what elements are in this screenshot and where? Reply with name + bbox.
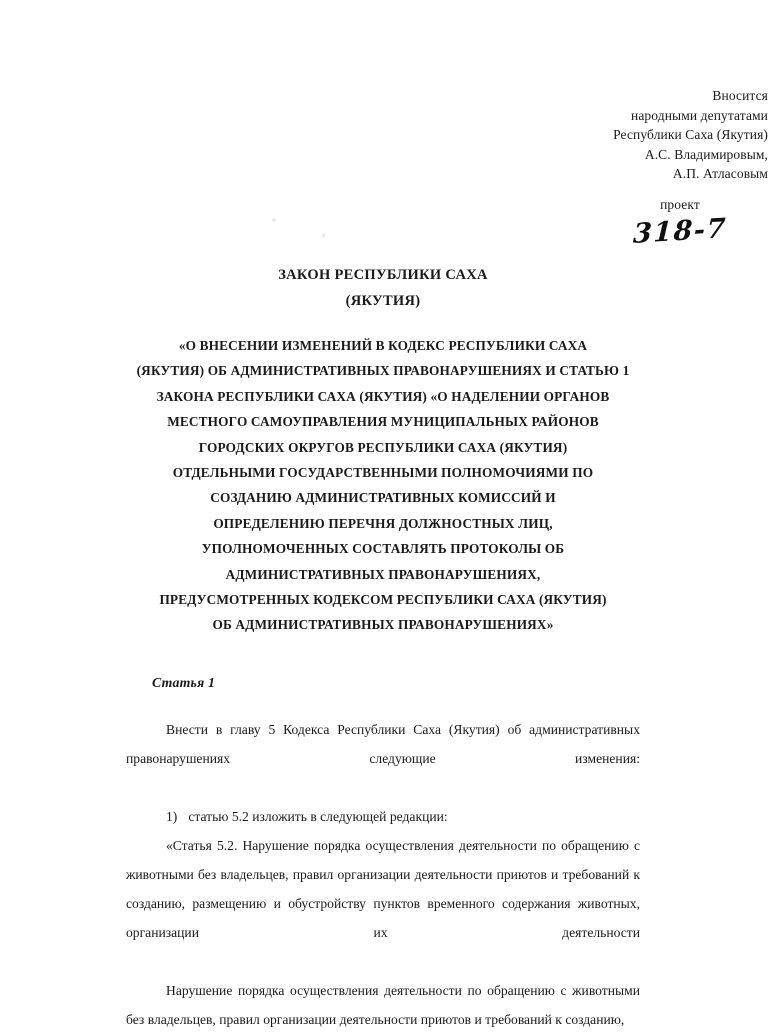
law-heading-line-1: ЗАКОН РЕСПУБЛИКИ САХА <box>278 267 488 283</box>
submitter-line-5: А.П. Атласовым <box>672 166 768 181</box>
title-line: АДМИНИСТРАТИВНЫХ ПРАВОНАРУШЕНИЯХ, <box>225 566 541 582</box>
list-item-text: статью 5.2 изложить в следующей редакции: <box>188 809 448 824</box>
document-body <box>126 668 640 1034</box>
title-line: (ЯКУТИЯ) ОБ АДМИНИСТРАТИВНЫХ ПРАВОНАРУШЕНИЯХ И СТАТЬЮ 1 <box>136 363 630 379</box>
law-heading-line-2: (ЯКУТИЯ) <box>345 293 421 309</box>
title-line: ПРЕДУСМОТРЕННЫХ КОДЕКСОМ РЕСПУБЛИКИ САХА (ЯКУТИЯ) <box>159 592 607 608</box>
scan-speck <box>272 218 276 222</box>
list-item <box>126 802 640 831</box>
submitter-line-3: Республики Саха (Якутия) <box>613 127 768 142</box>
list-item-number: 1) <box>166 809 178 824</box>
title-line: ОБ АДМИНИСТРАТИВНЫХ ПРАВОНАРУШЕНИЯХ» <box>212 617 554 633</box>
title-line: ГОРОДСКИХ ОКРУГОВ РЕСПУБЛИКИ САХА (ЯКУТИЯ) <box>198 439 568 455</box>
law-heading <box>126 262 640 314</box>
quoted-article-heading: «Статья 5.2. Нарушение порядка осуществления деятельности по обращению с животными без владельцев, правил организации деятельности приютов и требований к созданию, размещению и обустройству пунктов временного содержания животных, организации их деятельности <box>126 838 640 940</box>
submitter-block <box>438 86 768 184</box>
submitter-line-4: А.С. Владимировым, <box>644 146 768 162</box>
document-title <box>120 333 646 638</box>
scan-speck <box>322 233 325 238</box>
article-label: Статья 1 <box>152 675 216 690</box>
title-line: МЕСТНОГО САМОУПРАВЛЕНИЯ МУНИЦИПАЛЬНЫХ РАЙОНОВ <box>167 414 599 430</box>
title-line: ОТДЕЛЬНЫМИ ГОСУДАРСТВЕННЫМИ ПОЛНОМОЧИЯМИ ПО <box>172 465 594 481</box>
title-line: СОЗДАНИЮ АДМИНИСТРАТИВНЫХ КОМИССИЙ И <box>210 490 556 506</box>
title-line: «О ВНЕСЕНИИ ИЗМЕНЕНИЙ В КОДЕКС РЕСПУБЛИКИ САХА <box>178 338 588 353</box>
intro-paragraph: Внести в главу 5 Кодекса Республики Саха (Якутия) об административных правонарушениях следующие изменения: <box>126 722 640 766</box>
submitter-line-1: Вносится <box>712 88 768 103</box>
title-line: ЗАКОНА РЕСПУБЛИКИ САХА (ЯКУТИЯ) «О НАДЕЛЕНИИ ОРГАНОВ <box>156 388 610 404</box>
project-block <box>610 196 750 250</box>
project-label: проект <box>660 197 700 212</box>
title-line: УПОЛНОМОЧЕННЫХ СОСТАВЛЯТЬ ПРОТОКОЛЫ ОБ <box>201 541 565 557</box>
project-number-handwritten: 318-7 <box>632 213 728 250</box>
submitter-line-2: народными депутатами <box>631 107 768 123</box>
title-line: ОПРЕДЕЛЕНИЮ ПЕРЕЧНЯ ДОЛЖНОСТНЫХ ЛИЦ, <box>213 515 553 531</box>
quoted-article-body: Нарушение порядка осуществления деятельности по обращению с животными без владельцев, правил организации деятельности приютов и требований к созданию, <box>126 983 640 1027</box>
